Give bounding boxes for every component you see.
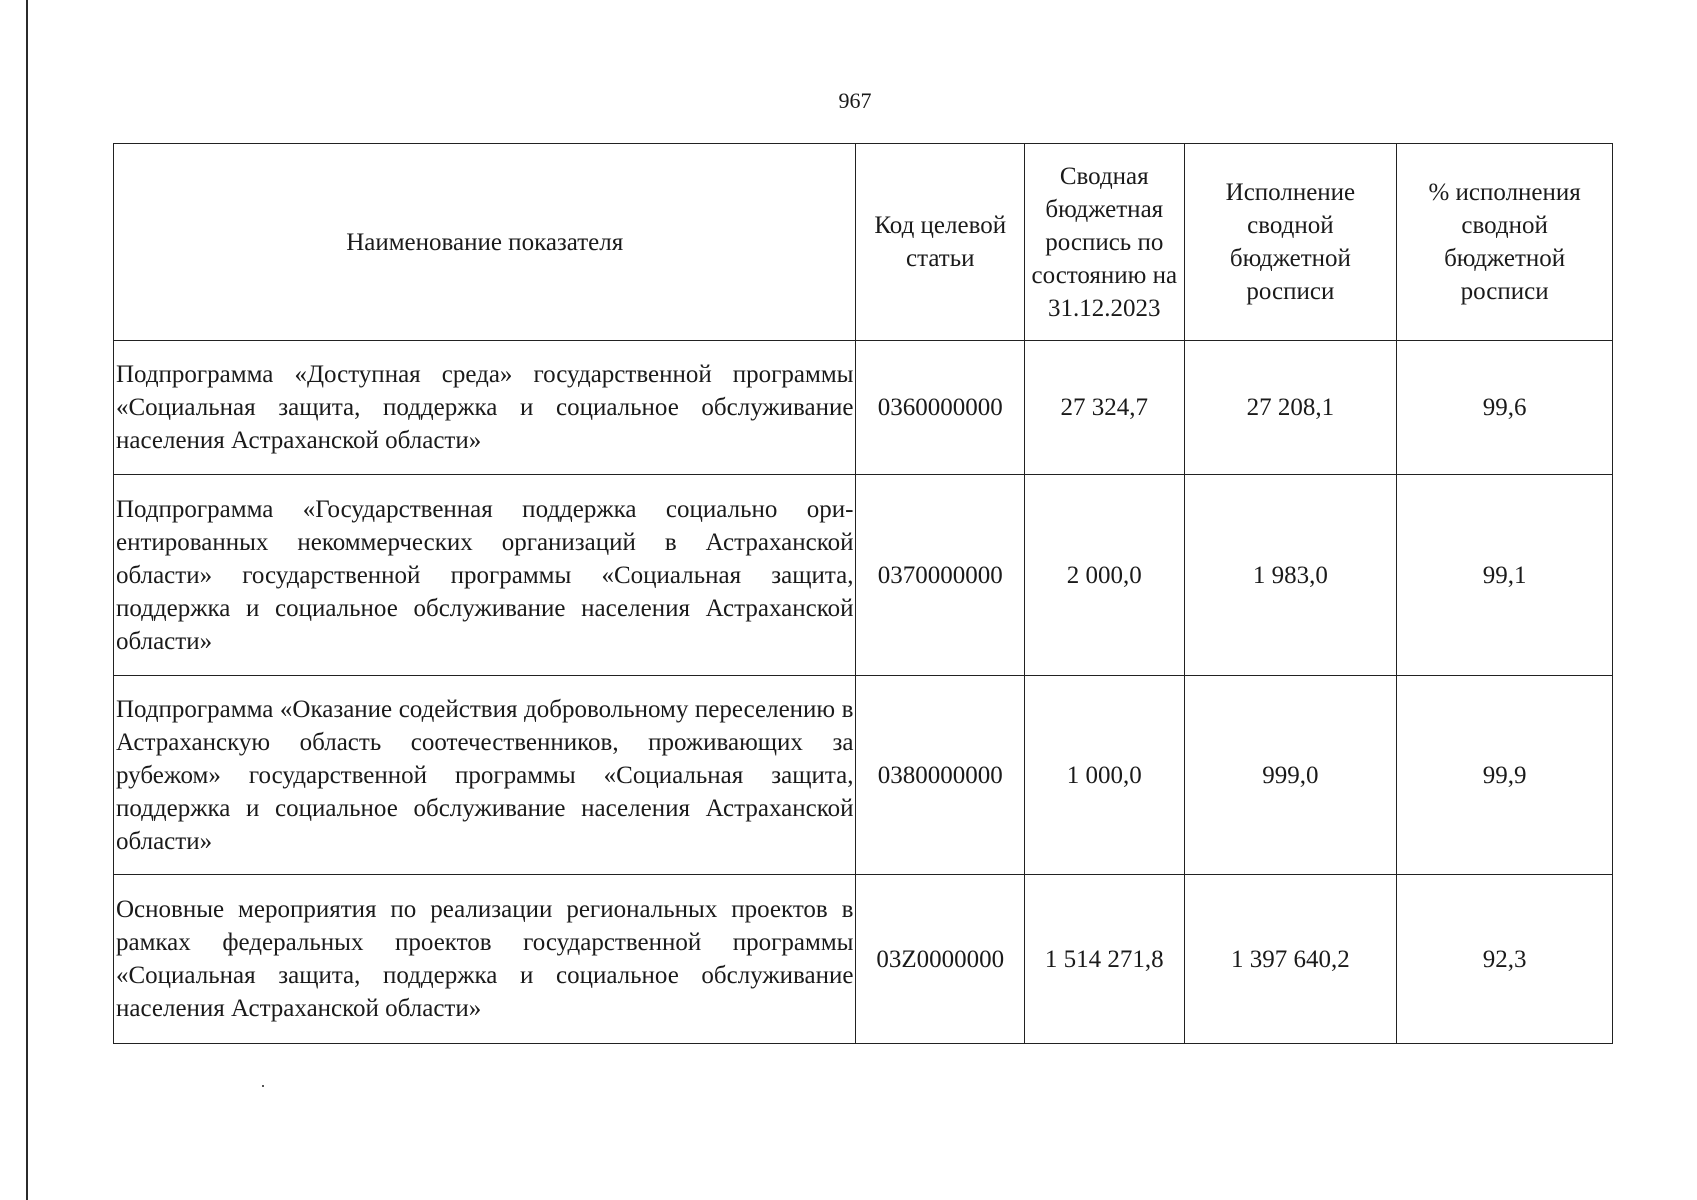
row-budget-plan: 1 514 271,8 (1025, 875, 1185, 1044)
row-execution-percent: 92,3 (1397, 875, 1613, 1044)
row-indicator-name: Подпрограмма «Государственная поддержка социально ориентированных некоммерческих организаций в Астраханской области» государственной программы «Социальная защита, поддержка и социальное обслуживание населения Астраханской области» (114, 475, 856, 676)
row-indicator-name: Основные мероприятия по реализации региональных проектов в рамках федеральных проектов государственной программы «Социальная защита, поддержка и социальное обслуживание населения Астраханской области» (114, 875, 856, 1044)
left-margin-line (26, 0, 28, 1200)
row-budget-plan: 1 000,0 (1025, 676, 1185, 875)
table-row (114, 875, 1613, 1044)
header-target-code: Код целевой статьи (856, 144, 1025, 341)
scan-speck (262, 1085, 264, 1087)
row-execution-percent: 99,9 (1397, 676, 1613, 875)
row-indicator-name: Подпрограмма «Доступная среда» государственной программы «Социальная защита, поддержка и социальное обслуживание населения Астраханской области» (114, 341, 856, 475)
row-budget-plan: 2 000,0 (1025, 475, 1185, 676)
page-number: 967 (838, 88, 872, 113)
row-budget-execution: 1 983,0 (1184, 475, 1397, 676)
header-indicator-name: Наименование показателя (114, 144, 856, 341)
table-header-row (114, 144, 1613, 341)
row-budget-execution: 27 208,1 (1184, 341, 1397, 475)
row-execution-percent: 99,6 (1397, 341, 1613, 475)
table-row (114, 341, 1613, 475)
row-target-code: 0370000000 (856, 475, 1025, 676)
budget-execution-table (113, 143, 1613, 1044)
table-row (114, 475, 1613, 676)
header-execution-percent: % исполнения сводной бюджетной росписи (1397, 144, 1613, 341)
header-budget-execution: Исполнение сводной бюджетной росписи (1184, 144, 1397, 341)
row-budget-plan: 27 324,7 (1025, 341, 1185, 475)
row-target-code: 03Z0000000 (856, 875, 1025, 1044)
row-budget-execution: 1 397 640,2 (1184, 875, 1397, 1044)
table-row (114, 676, 1613, 875)
row-target-code: 0360000000 (856, 341, 1025, 475)
header-budget-plan: Сводная бюджетная роспись по состоянию на 31.12.2023 (1025, 144, 1185, 341)
row-target-code: 0380000000 (856, 676, 1025, 875)
row-indicator-name: Подпрограмма «Оказание содействия добровольному переселению в Астраханскую область соотечественников, проживающих за рубежом» государственной программы «Социальная защита, поддержка и социальное обслуживание населения Астраханской области» (114, 676, 856, 875)
row-execution-percent: 99,1 (1397, 475, 1613, 676)
row-budget-execution: 999,0 (1184, 676, 1397, 875)
